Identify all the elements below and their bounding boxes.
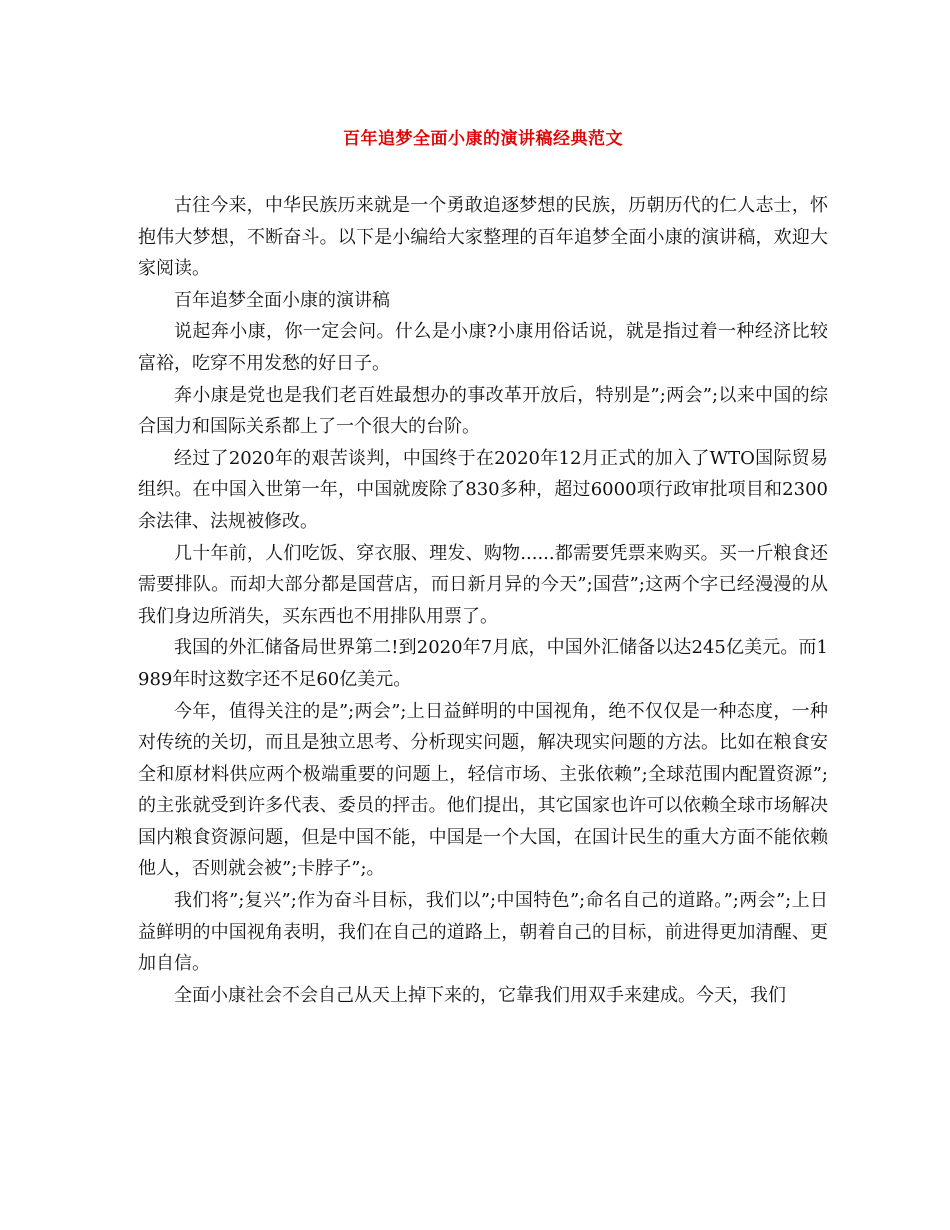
paragraph: 我们将”;复兴”;作为奋斗目标，我们以”;中国特色”;命名自己的道路。”;两会”;上日益鲜明的中国视角表明，我们在自己的道路上，朝着自己的目标，前进得更加清醒、更加自信。 bbox=[138, 890, 828, 975]
paragraph: 全面小康社会不会自己从天上掉下来的，它靠我们用双手来建成。今天，我们 bbox=[174, 984, 786, 1006]
paragraph-intro: 古往今来，中华民族历来就是一个勇敢追逐梦想的民族，历朝历代的仁人志士，怀抱伟大梦想，不断奋斗。以下是小编给大家整理的百年追梦全面小康的演讲稿，欢迎大家阅读。 bbox=[138, 195, 828, 280]
paragraph: 奔小康是党也是我们老百姓最想办的事改革开放后，特别是”;两会”;以来中国的综合国力和国际关系都上了一个很大的台阶。 bbox=[138, 384, 828, 438]
paragraph: 说起奔小康，你一定会问。什么是小康?小康用俗话说，就是指过着一种经济比较富裕，吃穿不用发愁的好日子。 bbox=[138, 321, 828, 374]
paragraph: 今年，值得关注的是”;两会”;上日益鲜明的中国视角，绝不仅仅是一种态度，一种对传统的关切，而且是独立思考、分析现实问题，解决现实问题的方法。比如在粮食安全和原材料供应两个极端重要的问题上，轻信市场、主张依赖”;全球范围内配置资源”;的主张就受到许多代表、委员的抨击。他们提出，其它国家也许可以依赖全球市场解决国内粮食资源问题，但是中国不能，中国是一个大国，在国计民生的重大方面不能依赖他人，否则就会被”;卡脖子”;。 bbox=[138, 700, 828, 880]
paragraph: 经过了2020年的艰苦谈判，中国终于在2020年12月正式的加入了WTO国际贸易组织。在中国入世第一年，中国就废除了830多种，超过6000项行政审批项目和2300余法律、法规被修改。 bbox=[138, 447, 828, 532]
paragraph-subtitle: 百年追梦全面小康的演讲稿 bbox=[174, 289, 390, 311]
document-title: 百年追梦全面小康的演讲稿经典范文 bbox=[343, 129, 623, 149]
paragraph: 几十年前，人们吃饭、穿衣服、理发、购物......都需要凭票来购买。买一斤粮食还需要排队。而却大部分都是国营店，而日新月异的今天”;国营”;这两个字已经漫漫的从我们身边所消失，买东西也不用排队用票了。 bbox=[138, 542, 828, 627]
document-body bbox=[138, 190, 828, 1011]
paragraph: 我国的外汇储备局世界第二!到2020年7月底，中国外汇储备以达245亿美元。而1989年时这数字还不足60亿美元。 bbox=[138, 637, 828, 690]
